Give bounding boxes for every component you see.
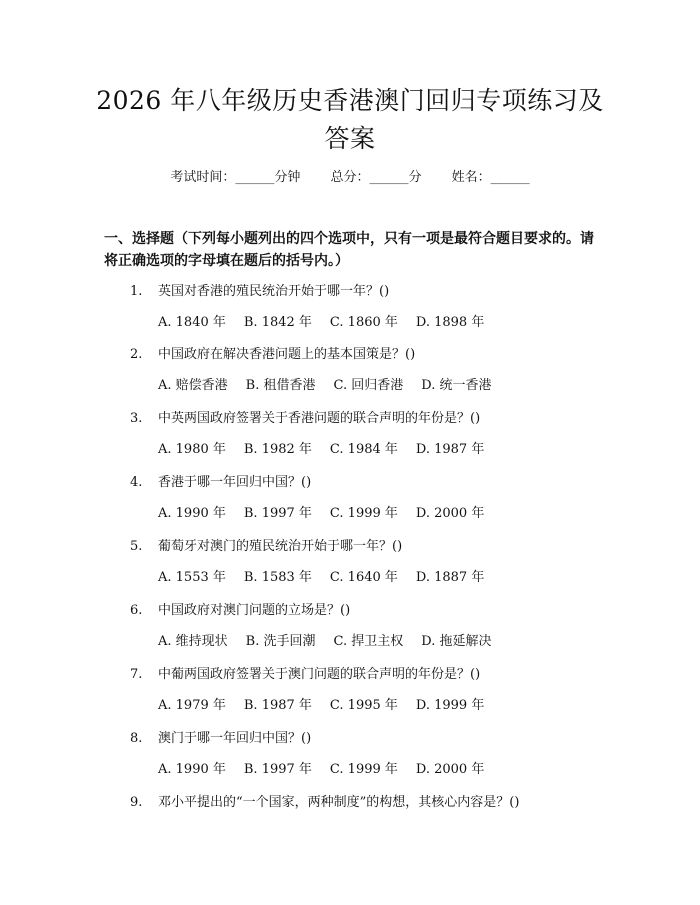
option-a: A. 1979 年 [158, 698, 226, 713]
question-number: 1. [130, 284, 143, 299]
question-2-options [158, 376, 618, 396]
option-b: B. 1583 年 [243, 570, 312, 585]
option-c: C. 1640 年 [329, 570, 398, 585]
question-number: 4. [130, 475, 143, 490]
exam-meta [0, 168, 700, 188]
option-c: C. 回归香港 [333, 378, 404, 393]
section-heading-line-2: 将正确选项的字母填在题后的括号内。） [104, 253, 349, 269]
question-3 [130, 409, 630, 429]
question-2 [130, 345, 630, 365]
question-5-options [158, 568, 618, 588]
option-c: C. 1984 年 [329, 442, 398, 457]
question-text: 中国政府对澳门问题的立场是？() [158, 603, 351, 618]
question-1-options [158, 313, 618, 333]
question-text: 葡萄牙对澳门的殖民统治开始于哪一年？() [158, 539, 403, 554]
question-6 [130, 601, 630, 621]
question-number: 3. [130, 411, 143, 426]
question-5 [130, 537, 630, 557]
option-d: D. 2000 年 [415, 762, 485, 777]
question-number: 8. [130, 731, 143, 746]
question-number: 7. [130, 667, 143, 682]
question-8-options [158, 760, 618, 780]
question-text: 中葡两国政府签署关于澳门问题的联合声明的年份是？() [158, 667, 481, 682]
option-a: A. 1840 年 [158, 315, 226, 330]
question-text: 澳门于哪一年回归中国？() [158, 731, 312, 746]
option-d: D. 1999 年 [415, 698, 485, 713]
question-4 [130, 473, 630, 493]
question-1 [130, 282, 630, 302]
option-b: B. 1987 年 [243, 698, 312, 713]
question-number: 6. [130, 603, 143, 618]
question-number: 2. [130, 347, 143, 362]
question-text: 英国对香港的殖民统治开始于哪一年？() [158, 284, 390, 299]
option-b: B. 租借香港 [245, 378, 316, 393]
question-number: 9. [130, 795, 143, 810]
title-line-2: 答案 [324, 124, 376, 153]
option-c: C. 1995 年 [329, 698, 398, 713]
option-a: A. 1980 年 [158, 442, 226, 457]
option-a: A. 1553 年 [158, 570, 226, 585]
option-d: D. 拖延解决 [421, 634, 492, 649]
option-d: D. 1887 年 [415, 570, 485, 585]
option-a: A. 维持现状 [158, 634, 228, 649]
option-c: C. 1999 年 [329, 506, 398, 521]
question-number: 5. [130, 539, 143, 554]
exam-time-field: 考试时间：______分钟 [170, 170, 301, 185]
question-text: 香港于哪一年回归中国？() [158, 475, 312, 490]
option-b: B. 洗手回潮 [245, 634, 316, 649]
option-b: B. 1842 年 [243, 315, 312, 330]
option-b: B. 1997 年 [243, 506, 312, 521]
student-name-field: 姓名：______ [451, 170, 530, 185]
question-7-options [158, 696, 618, 716]
section-heading-line-1: 一、选择题（下列每小题列出的四个选项中，只有一项是最符合题目要求的。请 [104, 231, 594, 247]
question-3-options [158, 440, 618, 460]
option-d: D. 1987 年 [415, 442, 485, 457]
option-a: A. 赔偿香港 [158, 378, 228, 393]
option-b: B. 1982 年 [243, 442, 312, 457]
option-c: C. 1860 年 [329, 315, 398, 330]
option-d: D. 2000 年 [415, 506, 485, 521]
title-line-1: 2026 年八年级历史香港澳门回归专项练习及 [96, 86, 604, 115]
question-7 [130, 665, 630, 685]
option-d: D. 1898 年 [415, 315, 485, 330]
option-a: A. 1990 年 [158, 762, 226, 777]
question-9 [130, 793, 630, 813]
section-heading [104, 228, 604, 272]
question-6-options [158, 632, 618, 652]
option-d: D. 统一香港 [421, 378, 492, 393]
page-title [70, 82, 630, 158]
question-4-options [158, 504, 618, 524]
question-8 [130, 729, 630, 749]
option-c: C. 1999 年 [329, 762, 398, 777]
total-score-field: 总分：______分 [330, 170, 422, 185]
question-text: 中国政府在解决香港问题上的基本国策是？() [158, 347, 416, 362]
question-text: 中英两国政府签署关于香港问题的联合声明的年份是？() [158, 411, 481, 426]
option-a: A. 1990 年 [158, 506, 226, 521]
option-b: B. 1997 年 [243, 762, 312, 777]
option-c: C. 捍卫主权 [333, 634, 404, 649]
question-text: 邓小平提出的“一个国家，两种制度”的构想，其核心内容是？() [158, 795, 520, 810]
